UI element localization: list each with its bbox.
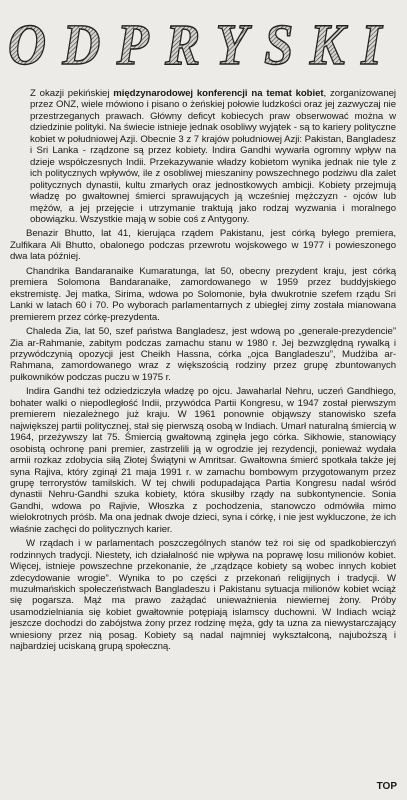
intro-highlight: międzynarodowej konferencji na temat kobiet: [113, 88, 324, 99]
article-paragraph-conclusion: W rządach i w parlamentach poszczególnych stanów też roi się od spadkobierczyń rodzinnych tradycji. Niestety, ich działalność nie wpływa na poprawę losu milionów kobiet. Więcej, istnieje powszechne przekonanie, że „rządzące kobiety są wobec innych kobiet zdecydowanie wrogie”. Wynika to po części z przekonań religijnych i tradycji. W muzułmańskich społeczeństwach Bangladeszu i Pakistanu sytuacja milionów kobiet wciąż się pogarsza. Mąż ma prawo zażądać unieważnienia niewiernej żony. Próby usamodzielniania się kobiet gwałtownie potępiają islamscy duchowni. W Indiach wciąż jeszcze dochodzi do zabójstwa żony przez rodzinę męża, gdy ta uzna za niewystarczający wniesiony przez nią posag. Kobiety są nadal najmniej wykształconą, najuboższą i najbardziej uciskaną grupą społeczną.: [10, 538, 396, 653]
article-paragraph-zia: Chaleda Zia, lat 50, szef państwa Bangladesz, jest wdową po „generale-prezydencie” Zia ar-Rahmanie, zabitym podczas zamachu stanu w 1980 r. Jej bezwzględną rywalką i przywódczynią opozycji jest Cheikh Hassna, córka „ojca Bangladeszu”, Mudżiba ar-Rahmana, zamordowanego wraz z większością rodziny przez grupę zbuntowanych pułkowników podczas puczu w 1975 r.: [10, 326, 396, 383]
masthead-title-svg: [0, 16, 407, 74]
author-signature: TOP: [376, 781, 397, 792]
article-paragraph-bhutto: Benazir Bhutto, lat 41, kierująca rządem Pakistanu, jest córką byłego premiera, Zulfikara Ali Bhutto, obalonego podczas przewrotu wojskowego w 1977 i powieszonego dwa lata później.: [10, 228, 396, 263]
intro-text-start: Z okazji pekińskiej: [30, 88, 114, 99]
masthead: [0, 16, 407, 74]
intro-text-rest: , zorganizowanej przez ONZ, wiele mówiono i pisano o żeńskiej połowie ludzkości oraz jej zazwyczaj nie przestrzeganych prawach. Główny deficyt kobiecych praw obserwować można w dziedzinie polityki. Na świecie istnieje jednak osobliwy wyjątek - są to kariery polityczne kobiet w południowej Azji. Obecnie 3 z 7 krajów południowej Azji: Pakistan, Bangladesz i Sri Lanka - rządzone są przez kobiety. Indira Gandhi wywarła ogromny wpływ na dzieje współczesnych Indii. Przekazywanie władzy kobietom wynika jednak nie tyle z ich politycznych wpływów, ile z osobliwej mieszaniny powszechnego podziwu dla zalet politycznych dynastii, kultu zmarłych oraz jednostkowych ambicji. Kobiety przejmują władzę po gwałtownej śmierci sprawujących ją wcześniej mężczyzn - ojców lub mężów, a jej przejęcie i utrzymanie traktują jako rodzaj wyzwania i moralnego obowiązku. Wszystkie mają w sobie coś z Antygony.: [30, 88, 396, 225]
article-paragraph-gandhi: Indira Gandhi też odziedziczyła władzę po ojcu. Jawaharlal Nehru, uczeń Gandhiego, bohater walki o niepodległość Indii, przywódca Partii Kongresu, w 1947 został pierwszym premierem niezależnego już kraju. W 1961 ponownie objąwszy stanowisko szefa największej partii politycznej, stał się pierwszą osobą w Indiach. Umarł naturalną śmiercią w 1964, przeżywszy lat 75. Śmiercią gwałtowną zginęła jego córka. Sikhowie, stanowiący osobistą ochronę pani premier, zastrzelili ją w ogrodzie jej rezydencji, ponieważ wydała armii rozkaz zdobycia siłą Złotej Świątyni w Amritsar. Gwałtowna śmierć spotkała także jej syna Rajiva, który zginął 21 maja 1991 r. w zamachu bombowym przygotowanym przez grupę terrorystów tamilskich. W tej chwili podupadająca Partia Kongresu nadal wśród dynastii Nehru-Gandhi szuka kobiety, która skusiłby rządy na subkontynencie. Sonia Gandhi, wdowa po Rajivie, Włoszka z pochodzenia, stanowczo odmówiła mimo wielokrotnych próśb. Ma ona jednak dwoje dzieci, syna i córkę, i nie jest wykluczone, że ich właśnie zachęci do politycznych karier.: [10, 386, 396, 535]
article-paragraph-intro: [10, 88, 396, 225]
article-body: [10, 88, 396, 656]
article-paragraph-kumaratunga: Chandrika Bandaranaike Kumaratunga, lat 50, obecny prezydent kraju, jest córką premiera Solomona Bandaranaike, zamordowanego w 1959 przez buddyjskiego ekstremistę. Jej matka, Sirima, wdowa po Solomonie, była dwukrotnie szefem rządu Sri Lanki w latach 60 i 70. Po wyborach parlamentarnych z ubiegłej zimy została mianowana premierem przez córkę-prezydenta.: [10, 265, 396, 323]
masthead-title: ODPRYSKI: [8, 16, 398, 74]
